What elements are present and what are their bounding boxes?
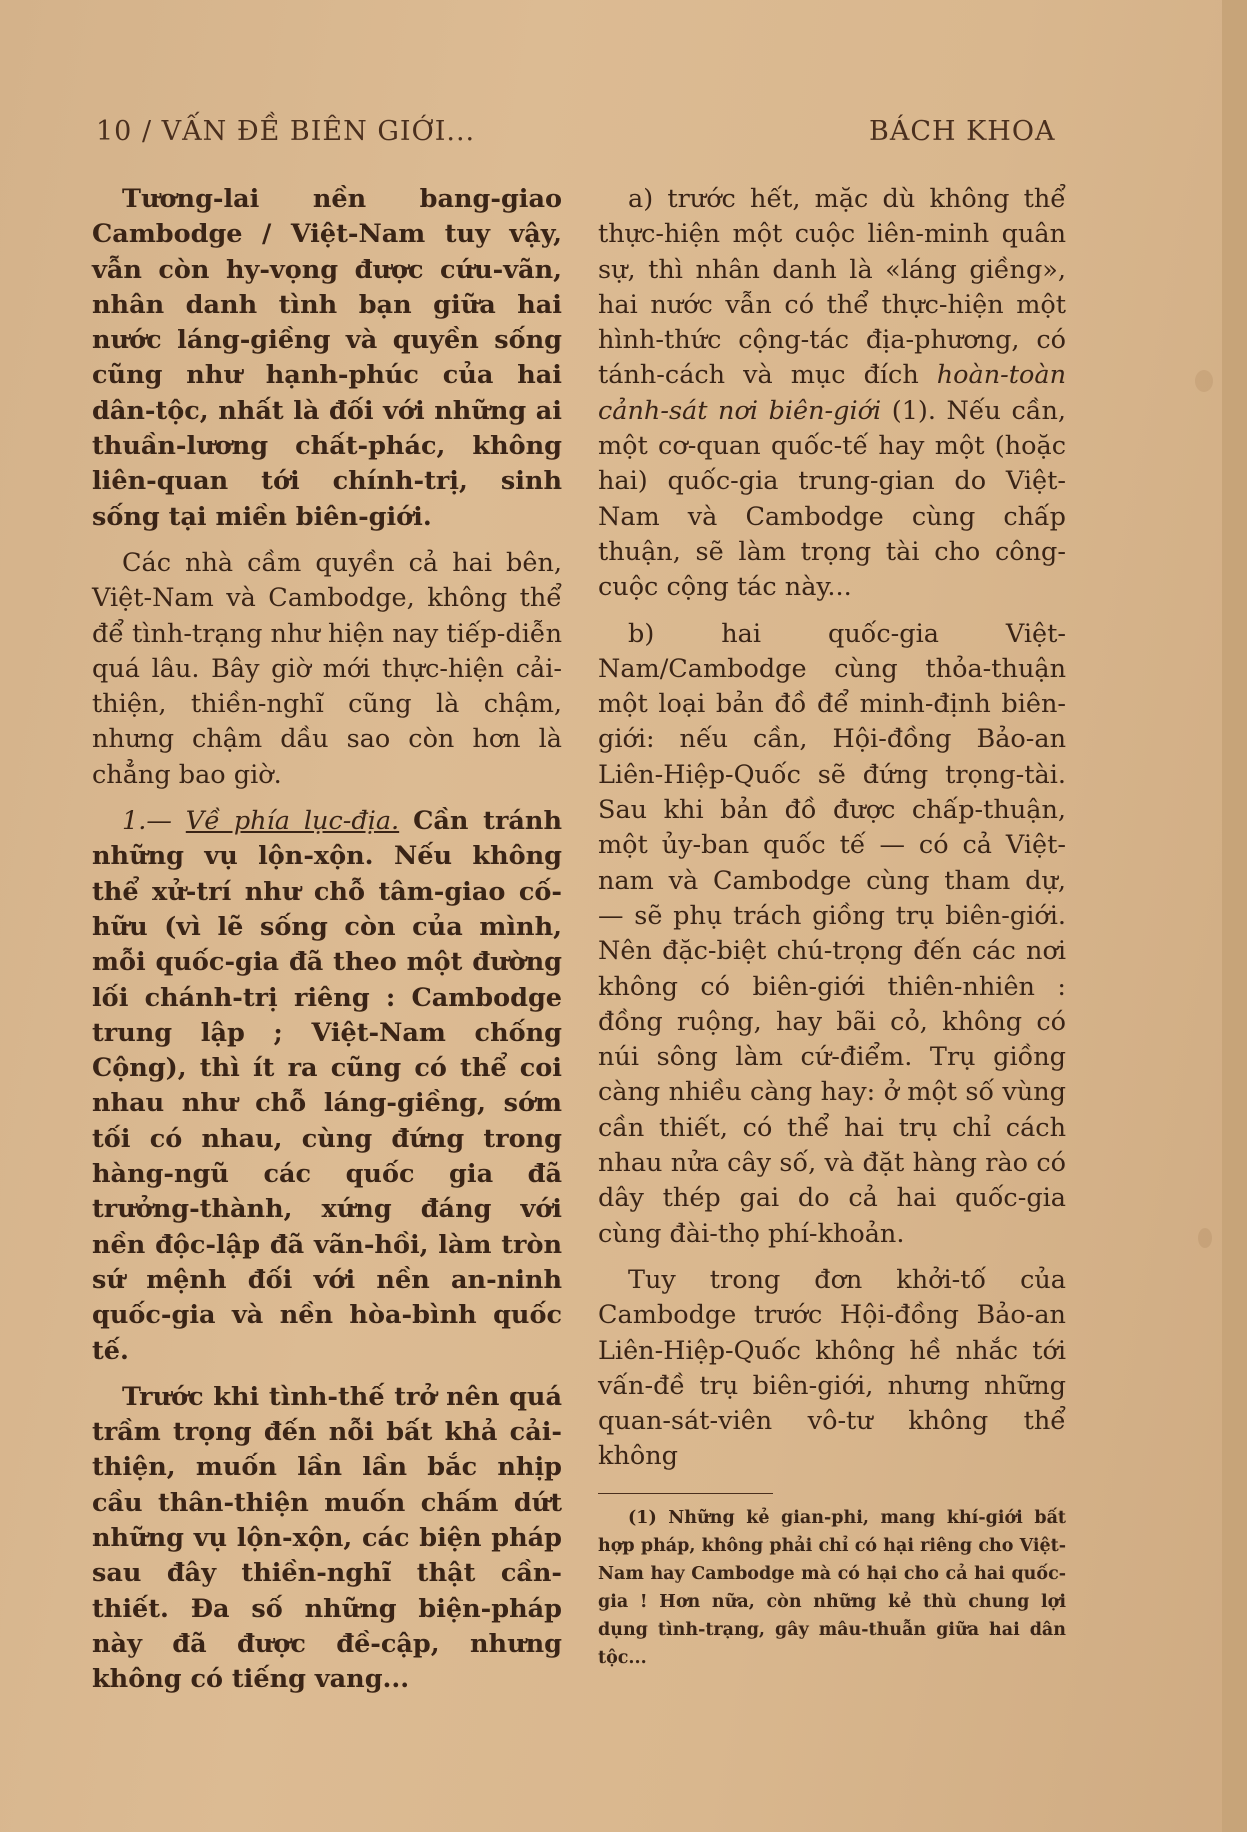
item-a-text-1: a) trước hết, mặc dù không thể thực-hiện một cuộc liên-minh quân sự, thì nhân danh là «láng giềng», hai nước vẫn có thể thực-hiện một hình-thức cộng-tác địa-phương, có tánh-cách và mục đích [598,184,1066,391]
footnote-rule [598,1493,773,1494]
paper-stain [1195,370,1213,392]
section-number: 1.— [122,806,172,837]
footnote: (1) Những kẻ gian-phi, mang khí-giới bất hợp pháp, không phải chỉ có hại riêng cho Việt-Nam hay Cambodge mà có hại cho cả hai quốc-gia ! Hơn nữa, còn những kẻ thù chung lợi dụng tình-trạng, gây mâu-thuẫn giữa hai dân tộc... [598,1507,1066,1668]
item-b: b) hai quốc-gia Việt-Nam/Cambodge cùng thỏa-thuận một loại bản đồ để minh-định biên-giới: nếu cần, Hội-đồng Bảo-an Liên-Hiệp-Quốc sẽ đứng trọng-tài. Sau khi bản đồ được chấp-thuận, một ủy-ban quốc tế — có cả Việt-nam và Cambodge cùng tham dự, — sẽ phụ trách giồng trụ biên-giới. Nên đặc-biệt chú-trọng đến các nơi không có biên-giới thiên-nhiên : đồng ruộng, hay bãi cỏ, không có núi sông làm cứ-điểm. Trụ giồng càng nhiều càng hay: ở một số vùng cần thiết, có thể hai trụ chỉ cách nhau nửa cây số, và đặt hàng rào có dây thép gai do cả hai quốc-gia cùng đài-thọ phí-khoản. [598,618,1066,1249]
left-column [92,182,562,1708]
section-heading: Về phía lục-địa. [185,806,400,837]
paragraph-3 [92,804,562,1369]
header-magazine-name: BÁCH KHOA [869,116,1056,147]
header-section-title: 10 / VẤN ĐỀ BIÊN GIỚI... [96,116,476,147]
right-column [598,182,1066,1683]
paragraph-4: Trước khi tình-thế trở nên quá trầm trọng đến nỗi bất khả cải-thiện, muốn lần lần bắc nhịp cầu thân-thiện muốn chấm dứt những vụ lộn-xộn, các biện pháp sau đây thiền-nghĩ thật cần-thiết. Đa số những biện-pháp này đã được đề-cập, nhưng không có tiếng vang... [92,1381,562,1695]
item-a [598,182,1066,606]
paragraph-1: Tương-lai nền bang-giao Cambodge / Việt-Nam tuy vậy, vẫn còn hy-vọng được cứu-vãn, nhân danh tình bạn giữa hai nước láng-giềng và quyền sống cũng như hạnh-phúc của hai dân-tộc, nhất là đối với những ai thuần-lương chất-phác, không liên-quan tới chính-trị, sinh sống tại miền biên-giới. [92,184,562,532]
item-a-italic: hoàn-toàn cảnh-sát nơi biên-giới [598,360,1066,426]
item-a-text-2: (1). Nếu cần, một cơ-quan quốc-tế hay một (hoặc hai) quốc-gia trung-gian do Việt-Nam và Cambodge cùng chấp thuận, sẽ làm trọng tài cho công-cuộc cộng tác này... [598,395,1066,603]
paper-stain [1198,1228,1212,1248]
paragraph-2: Các nhà cầm quyền cả hai bên, Việt-Nam và Cambodge, không thể để tình-trạng như hiện nay tiếp-diễn quá lâu. Bây giờ mới thực-hiện cải-thiện, thiền-nghĩ cũng là chậm, nhưng chậm dầu sao còn hơn là chẳng bao giờ. [92,547,562,790]
paragraph-c: Tuy trong đơn khởi-tố của Cambodge trước Hội-đồng Bảo-an Liên-Hiệp-Quốc không hề nhắc tới vấn-đề trụ biên-giới, nhưng những quan-sát-viên vô-tư không thể không [598,1264,1066,1472]
paragraph-3-text: Cần tránh những vụ lộn-xộn. Nếu không thể xử-trí như chỗ tâm-giao cố-hữu (vì lẽ sống còn của mình, mỗi quốc-gia đã theo một đường lối chánh-trị riêng : Cambodge trung lập ; Việt-Nam chống Cộng), thì ít ra cũng có thể coi nhau như chỗ láng-giềng, sớm tối có nhau, cùng đứng trong hàng-ngũ các quốc gia đã trưởng-thành, xứng đáng với nền độc-lập đã vãn-hồi, làm tròn sứ mệnh đối với nền an-ninh quốc-gia và nền hòa-bình quốc tế. [92,806,562,1366]
